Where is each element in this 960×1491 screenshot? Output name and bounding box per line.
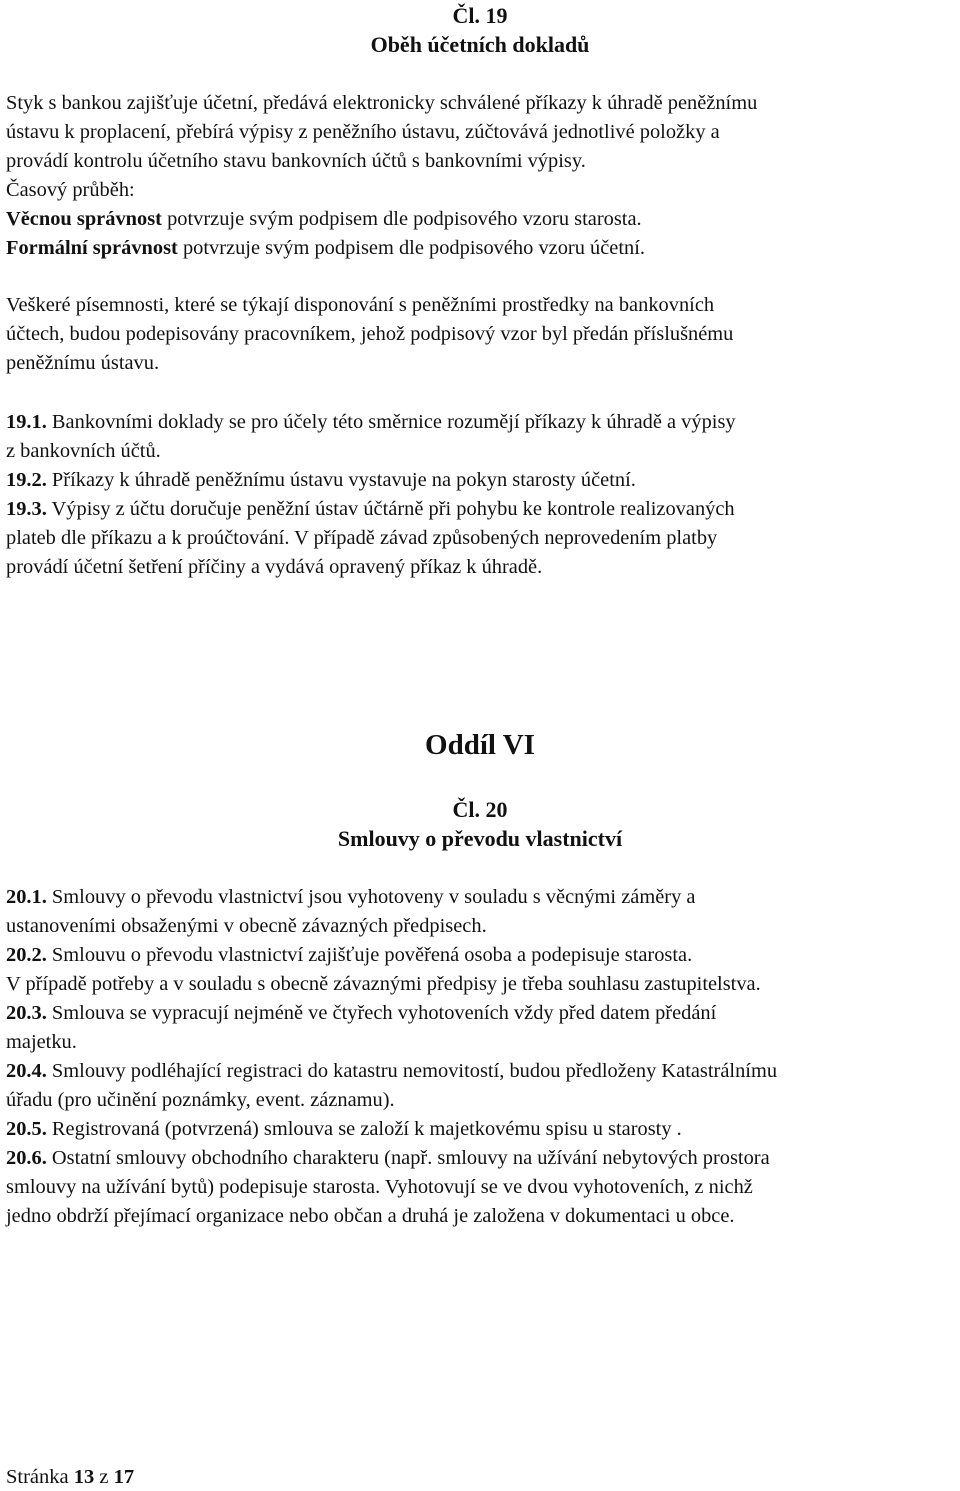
item-20-6-cont: smlouvy na užívání bytů) podepisuje starosta. Vyhotovují se ve dvou vyhotoveních, z nichž (6, 1176, 753, 1198)
item-19-3 (6, 495, 954, 524)
formalni-spravnost-term: Formální správnost (6, 237, 178, 259)
item-20-2 (6, 941, 954, 970)
vecna-spravnost-term: Věcnou správnost (6, 208, 162, 230)
item-number: 20.1. (6, 886, 47, 908)
item-text: Registrovaná (potvrzená) smlouva se založí k majetkovému spisu u starosty . (46, 1118, 682, 1140)
page-footer (6, 1466, 134, 1489)
paragraph-line: Veškeré písemnosti, které se týkají disponování s peněžními prostředky na bankovních (6, 294, 715, 316)
item-text: Smlouvy o převodu vlastnictví jsou vyhotoveny v souladu s věcnými záměry a (46, 886, 696, 908)
intro-line: Časový průběh: (6, 179, 135, 201)
total-page-count: 17 (113, 1466, 135, 1488)
item-text: Bankovními doklady se pro účely této směrnice rozumějí příkazy k úhradě a výpisy (46, 411, 736, 433)
item-20-3-cont: majetku. (6, 1031, 77, 1053)
intro-line: provádí kontrolu účetního stavu bankovních účtů s bankovními výpisy. (6, 150, 586, 172)
article-20-title: Smlouvy o převodu vlastnictví (337, 826, 623, 851)
item-20-1-cont: ustanoveními obsaženými v obecně závazných předpisech. (6, 915, 487, 937)
item-20-4 (6, 1057, 954, 1086)
item-20-4-cont: úřadu (pro učinění poznámky, event. záznamu). (6, 1089, 395, 1111)
item-20-3 (6, 999, 954, 1028)
intro-line: ústavu k proplacení, přebírá výpisy z peněžního ústavu, zúčtovává jednotlivé položky a (6, 121, 720, 143)
item-20-1 (6, 883, 954, 912)
item-text: Smlouvy podléhající registraci do katastru nemovitostí, budou předloženy Katastrálnímu (46, 1060, 778, 1082)
item-number: 20.3. (6, 1002, 47, 1024)
item-text: Smlouva se vypracují nejméně ve čtyřech vyhotoveních vždy před datem předání (46, 1002, 717, 1024)
item-19-3-cont: plateb dle příkazu a k proúčtování. V případě závad způsobených neprovedením platby (6, 527, 718, 549)
article-20-items (6, 883, 958, 1231)
item-19-3-cont: provádí účetní šetření příčiny a vydává opravený příkaz k úhradě. (6, 556, 543, 578)
item-number: 20.2. (6, 944, 47, 966)
paragraph-line: účtech, budou podepisovány pracovníkem, jehož podpisový vzor byl předán příslušnému (6, 323, 734, 345)
item-20-6 (6, 1144, 954, 1173)
item-20-2-cont: V případě potřeby a v souladu s obecně závaznými předpisy je třeba souhlasu zastupitelstva. (6, 973, 761, 995)
item-number: 20.4. (6, 1060, 47, 1082)
item-text: Ostatní smlouvy obchodního charakteru (např. smlouvy na užívání nebytových prostora (46, 1147, 770, 1169)
item-text: Příkazy k úhradě peněžnímu ústavu vystavuje na pokyn starosty účetní. (46, 469, 636, 491)
formalni-spravnost-line (6, 234, 954, 263)
footer-middle: z (94, 1466, 114, 1488)
item-text: Smlouvu o převodu vlastnictví zajišťuje pověřená osoba a podepisuje starosta. (46, 944, 693, 966)
item-number: 19.2. (6, 469, 47, 491)
item-number: 20.5. (6, 1118, 47, 1140)
article-19-signature-paragraph (6, 291, 958, 378)
item-20-5 (6, 1115, 954, 1144)
item-text: Výpisy z účtu doručuje peněžní ústav účtárně při pohybu ke kontrole realizovaných (46, 498, 735, 520)
item-19-2 (6, 466, 954, 495)
intro-line: Styk s bankou zajišťuje účetní, předává elektronicky schválené příkazy k úhradě peněžnímu (6, 92, 758, 114)
item-number: 20.6. (6, 1147, 47, 1169)
article-20-label: Čl. 20 (452, 797, 508, 822)
item-19-1-cont: z bankovních účtů. (6, 440, 161, 462)
vecna-spravnost-text: potvrzuje svým podpisem dle podpisového vzoru starosta. (161, 208, 642, 230)
footer-prefix: Stránka (6, 1466, 74, 1488)
article-19-label: Čl. 19 (452, 3, 508, 28)
item-19-1 (6, 408, 954, 437)
item-number: 19.1. (6, 411, 47, 433)
item-number: 19.3. (6, 498, 47, 520)
section-title: Oddíl VI (425, 729, 535, 761)
item-20-6-cont: jedno obdrží přejímací organizace nebo občan a druhá je založena v dokumentaci u obce. (6, 1205, 735, 1227)
article-19-title: Oběh účetních dokladů (370, 32, 590, 57)
vecna-spravnost-line (6, 205, 954, 234)
article-19-items (6, 408, 958, 582)
article-19-intro (6, 89, 958, 263)
formalni-spravnost-text: potvrzuje svým podpisem dle podpisového vzoru účetní. (177, 237, 646, 259)
current-page-number: 13 (73, 1466, 95, 1488)
paragraph-line: peněžnímu ústavu. (6, 352, 160, 374)
